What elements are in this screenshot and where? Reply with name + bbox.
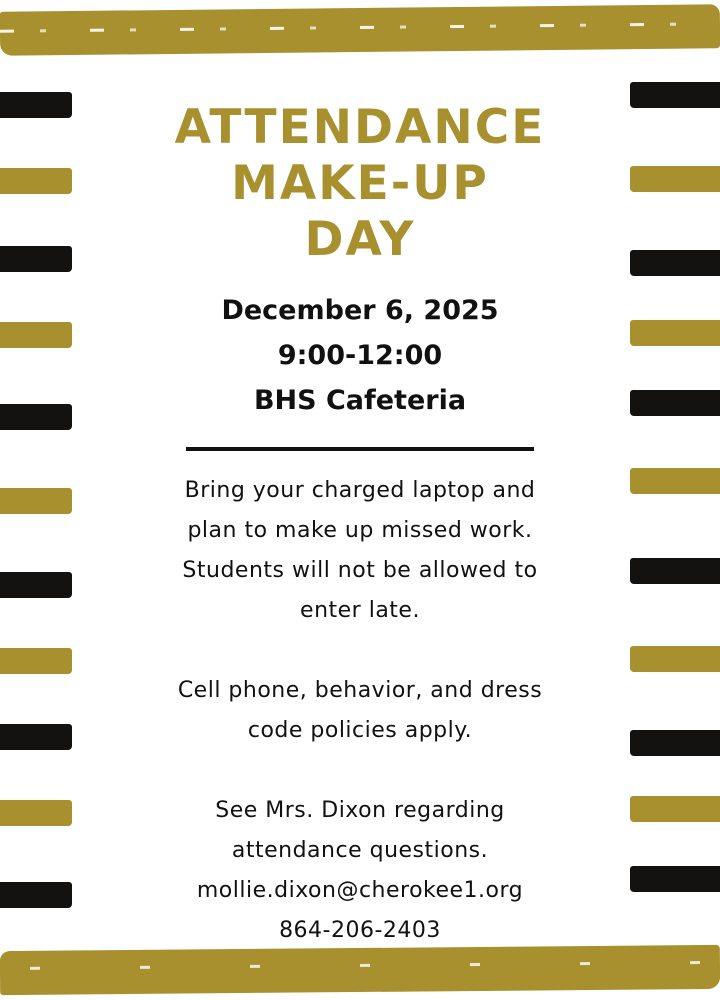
right-stripe-black [630, 558, 720, 584]
instructions-line: Students will not be allowed to [182, 558, 538, 583]
left-stripe-black [0, 246, 72, 272]
left-stripe-gold [0, 322, 72, 348]
left-stripe-black [0, 724, 72, 750]
contact-email[interactable]: mollie.dixon@cherokee1.org [196, 878, 524, 903]
left-stripe-gold [0, 488, 72, 514]
contact-line: attendance questions. [231, 838, 489, 863]
top-gold-brush-band [0, 4, 720, 56]
right-stripe-gold [630, 468, 720, 494]
flyer-content [120, 100, 600, 951]
policies-line: Cell phone, behavior, and dress [177, 678, 543, 703]
right-stripe-black [630, 82, 720, 108]
instructions-line: enter late. [300, 598, 420, 623]
left-stripe-gold [0, 800, 72, 826]
flyer-title [120, 100, 600, 268]
event-details [120, 288, 600, 423]
divider-line [186, 447, 534, 451]
right-stripe-black [630, 250, 720, 276]
left-stripe-gold [0, 648, 72, 674]
right-stripe-gold [630, 646, 720, 672]
left-stripe-black [0, 882, 72, 908]
left-stripe-gold [0, 168, 72, 194]
right-stripe-gold [630, 796, 720, 822]
event-date: December 6, 2025 [221, 295, 499, 326]
policies-paragraph [120, 671, 600, 751]
event-location: BHS Cafeteria [253, 385, 467, 416]
title-line: DAY [304, 212, 416, 267]
right-stripe-black [630, 866, 720, 892]
contact-phone[interactable]: 864-206-2403 [279, 918, 441, 943]
instructions-paragraph [120, 471, 600, 631]
title-line: ATTENDANCE [174, 100, 546, 155]
right-stripe-gold [630, 166, 720, 192]
instructions-line: Bring your charged laptop and [184, 478, 536, 503]
title-line: MAKE-UP [231, 156, 489, 211]
event-time: 9:00-12:00 [277, 340, 443, 371]
bottom-gold-brush-band [0, 945, 720, 995]
policies-line: code policies apply. [247, 718, 473, 743]
right-stripe-black [630, 390, 720, 416]
contact-paragraph [120, 791, 600, 951]
right-stripe-gold [630, 320, 720, 346]
contact-line: See Mrs. Dixon regarding [215, 798, 505, 823]
flyer-body [120, 471, 600, 951]
instructions-line: plan to make up missed work. [187, 518, 533, 543]
left-stripe-black [0, 92, 72, 118]
left-stripe-black [0, 404, 72, 430]
left-stripe-black [0, 572, 72, 598]
right-stripe-black [630, 730, 720, 756]
